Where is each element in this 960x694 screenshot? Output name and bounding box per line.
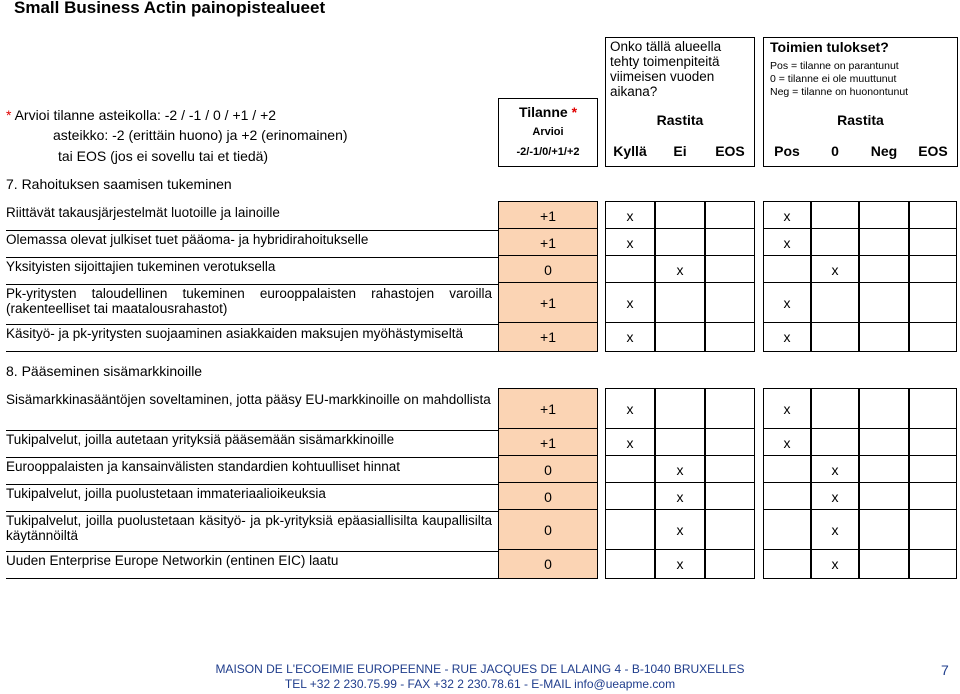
scale-note-2: asteikko: -2 (erittäin huono) ja +2 (erinomainen) xyxy=(53,127,348,143)
result-mark-cell[interactable] xyxy=(909,255,957,285)
row-label: Riittävät takausjärjestelmät luotoille ja lainoille xyxy=(6,205,280,220)
row-underline xyxy=(6,351,498,352)
activity-mark-cell[interactable] xyxy=(655,388,705,431)
tilanne-value-cell[interactable]: 0 xyxy=(498,549,598,579)
tilanne-value-cell[interactable]: +1 xyxy=(498,322,598,352)
result-mark-cell[interactable] xyxy=(811,201,859,231)
result-mark-cell[interactable] xyxy=(859,201,909,231)
col-eos-header: EOS xyxy=(715,143,745,159)
result-mark-cell[interactable] xyxy=(909,388,957,431)
result-mark-cell[interactable] xyxy=(763,549,811,579)
section-heading: 8. Pääseminen sisämarkkinoille xyxy=(6,363,203,379)
legend-zero: 0 = tilanne ei ole muuttunut xyxy=(770,73,897,85)
legend-neg: Neg = tilanne on huonontunut xyxy=(770,86,909,98)
row-underline xyxy=(6,578,498,579)
results-title: Toimien tulokset? xyxy=(770,39,889,55)
tilanne-value-cell[interactable]: 0 xyxy=(498,482,598,512)
row-label: Pk-yritysten taloudellinen tukeminen eurooppalaisten rahastojen varoilla (rakenteelliset tai maatalousrahastot) xyxy=(6,286,492,316)
row-underline xyxy=(6,511,498,512)
activity-mark-cell[interactable] xyxy=(605,255,655,285)
tilanne-title: Tilanne * xyxy=(518,104,578,120)
row-label: Tukipalvelut, joilla autetaan yrityksiä pääsemään sisämarkkinoille xyxy=(6,432,395,447)
row-underline xyxy=(6,257,498,258)
tilanne-value-cell[interactable]: +1 xyxy=(498,428,598,458)
activity-mark-cell[interactable] xyxy=(605,482,655,512)
result-mark-cell[interactable] xyxy=(909,228,957,258)
activity-mark-cell[interactable] xyxy=(705,455,755,485)
result-mark-cell[interactable] xyxy=(811,428,859,458)
scale-note-1: * Arvioi tilanne asteikolla: -2 / -1 / 0 / +1 / +2 xyxy=(6,107,277,123)
result-mark-cell[interactable] xyxy=(859,228,909,258)
activity-mark-cell[interactable] xyxy=(655,282,705,325)
result-mark-cell[interactable] xyxy=(859,482,909,512)
footer-contact: TEL +32 2 230.75.99 - FAX +32 2 230.78.61 - E-MAIL info@ueapme.com xyxy=(284,677,676,691)
activity-mark-cell[interactable] xyxy=(705,428,755,458)
row-underline xyxy=(6,324,498,325)
result-mark-cell[interactable] xyxy=(811,282,859,325)
row-label: Tukipalvelut, joilla puolustetaan käsityö- ja pk-yrityksiä epäasiallisilta kaupallisilta käytännöiltä xyxy=(6,513,492,543)
activity-rastita-label: Rastita xyxy=(656,112,704,128)
row-label: Eurooppalaisten ja kansainvälisten standardien kohtuulliset hinnat xyxy=(6,459,401,474)
result-mark-cell[interactable]: x xyxy=(763,388,811,431)
row-label: Yksityisten sijoittajien tukeminen verotuksella xyxy=(6,259,276,274)
result-mark-cell[interactable]: x xyxy=(763,282,811,325)
col-eos-result-header: EOS xyxy=(918,143,948,159)
result-mark-cell[interactable]: x xyxy=(811,455,859,485)
activity-mark-cell[interactable] xyxy=(705,509,755,552)
row-underline xyxy=(6,551,498,552)
activity-mark-cell[interactable] xyxy=(705,322,755,352)
result-mark-cell[interactable] xyxy=(859,549,909,579)
row-label: Uuden Enterprise Europe Networkin (entinen EIC) laatu xyxy=(6,553,339,568)
activity-mark-cell[interactable] xyxy=(605,549,655,579)
result-mark-cell[interactable] xyxy=(811,228,859,258)
result-mark-cell[interactable] xyxy=(763,455,811,485)
result-mark-cell[interactable]: x xyxy=(763,428,811,458)
result-mark-cell[interactable]: x xyxy=(763,201,811,231)
result-mark-cell[interactable] xyxy=(909,201,957,231)
tilanne-value-cell[interactable]: +1 xyxy=(498,388,598,431)
activity-mark-cell[interactable] xyxy=(705,255,755,285)
activity-mark-cell[interactable] xyxy=(705,201,755,231)
tilanne-value-cell[interactable]: 0 xyxy=(498,255,598,285)
result-mark-cell[interactable] xyxy=(859,282,909,325)
activity-mark-cell[interactable]: x xyxy=(655,549,705,579)
result-mark-cell[interactable] xyxy=(909,482,957,512)
result-mark-cell[interactable] xyxy=(763,482,811,512)
result-mark-cell[interactable] xyxy=(859,322,909,352)
result-mark-cell[interactable]: x xyxy=(763,322,811,352)
row-underline xyxy=(6,484,498,485)
scale-note-3: tai EOS (jos ei sovellu tai et tiedä) xyxy=(58,148,269,164)
tilanne-value-cell[interactable]: +1 xyxy=(498,201,598,231)
activity-mark-cell[interactable]: x xyxy=(655,255,705,285)
row-underline xyxy=(6,457,498,458)
activity-mark-cell[interactable] xyxy=(655,322,705,352)
tilanne-value-cell[interactable]: +1 xyxy=(498,228,598,258)
activity-mark-cell[interactable] xyxy=(705,549,755,579)
row-underline xyxy=(6,284,498,285)
result-mark-cell[interactable] xyxy=(763,255,811,285)
tilanne-value-cell[interactable]: 0 xyxy=(498,509,598,552)
activity-mark-cell[interactable] xyxy=(655,201,705,231)
col-ei-header: Ei xyxy=(673,143,687,159)
result-mark-cell[interactable] xyxy=(909,549,957,579)
result-mark-cell[interactable] xyxy=(811,388,859,431)
activity-mark-cell[interactable]: x xyxy=(605,322,655,352)
result-mark-cell[interactable] xyxy=(859,455,909,485)
activity-mark-cell[interactable]: x xyxy=(605,282,655,325)
activity-mark-cell[interactable] xyxy=(705,388,755,431)
col-neg-header: Neg xyxy=(870,143,898,159)
activity-mark-cell[interactable] xyxy=(705,228,755,258)
row-underline xyxy=(6,430,498,431)
result-mark-cell[interactable]: x xyxy=(763,228,811,258)
result-mark-cell[interactable] xyxy=(909,428,957,458)
row-underline xyxy=(6,230,498,231)
col-pos-header: Pos xyxy=(774,143,800,159)
result-mark-cell[interactable] xyxy=(859,509,909,552)
activity-mark-cell[interactable]: x xyxy=(655,509,705,552)
row-label: Sisämarkkinasääntöjen soveltaminen, jotta pääsy EU-markkinoille on mahdollista xyxy=(6,392,491,407)
page-number: 7 xyxy=(941,662,949,678)
row-label: Tukipalvelut, joilla puolustetaan immateriaalioikeuksia xyxy=(6,486,326,501)
activity-mark-cell[interactable]: x xyxy=(605,388,655,431)
result-mark-cell[interactable]: x xyxy=(811,255,859,285)
legend-pos: Pos = tilanne on parantunut xyxy=(770,60,899,72)
col-kylla-header: Kyllä xyxy=(613,143,647,159)
activity-mark-cell[interactable] xyxy=(655,428,705,458)
result-mark-cell[interactable]: x xyxy=(811,509,859,552)
activity-mark-cell[interactable]: x xyxy=(605,201,655,231)
result-mark-cell[interactable] xyxy=(859,255,909,285)
result-mark-cell[interactable] xyxy=(859,388,909,431)
page-title: Small Business Actin painopistealueet xyxy=(14,0,326,17)
results-rastita-label: Rastita xyxy=(837,112,884,128)
activity-mark-cell[interactable] xyxy=(705,482,755,512)
col-zero-header: 0 xyxy=(831,143,839,159)
result-mark-cell[interactable] xyxy=(909,322,957,352)
activity-mark-cell[interactable] xyxy=(705,282,755,325)
result-mark-cell[interactable] xyxy=(859,428,909,458)
activity-mark-cell[interactable]: x xyxy=(655,455,705,485)
result-mark-cell[interactable] xyxy=(811,322,859,352)
activity-mark-cell[interactable]: x xyxy=(605,228,655,258)
tilanne-arvioi: Arvioi xyxy=(532,126,564,138)
tilanne-scale: -2/-1/0/+1/+2 xyxy=(516,146,580,158)
footer-address: MAISON DE L'ECOEIMIE EUROPEENNE - RUE JACQUES DE LALAING 4 - B-1040 BRUXELLES xyxy=(215,662,745,676)
row-label: Käsityö- ja pk-yritysten suojaaminen asiakkaiden maksujen myöhästymiseltä xyxy=(6,326,463,341)
section-heading: 7. Rahoituksen saamisen tukeminen xyxy=(6,176,232,192)
result-mark-cell[interactable] xyxy=(909,282,957,325)
result-mark-cell[interactable] xyxy=(909,455,957,485)
result-mark-cell[interactable]: x xyxy=(811,549,859,579)
activity-question-text: Onko tällä alueella tehty toimenpiteitä viimeisen vuoden aikana? xyxy=(610,39,722,99)
activity-mark-cell[interactable] xyxy=(605,509,655,552)
result-mark-cell[interactable] xyxy=(909,509,957,552)
row-label: Olemassa olevat julkiset tuet pääoma- ja hybridirahoitukselle xyxy=(6,232,369,247)
activity-mark-cell[interactable] xyxy=(655,228,705,258)
tilanne-value-cell[interactable]: 0 xyxy=(498,455,598,485)
activity-mark-cell[interactable]: x xyxy=(655,482,705,512)
activity-mark-cell[interactable] xyxy=(605,455,655,485)
result-mark-cell[interactable] xyxy=(763,509,811,552)
result-mark-cell[interactable]: x xyxy=(811,482,859,512)
activity-mark-cell[interactable]: x xyxy=(605,428,655,458)
tilanne-value-cell[interactable]: +1 xyxy=(498,282,598,325)
